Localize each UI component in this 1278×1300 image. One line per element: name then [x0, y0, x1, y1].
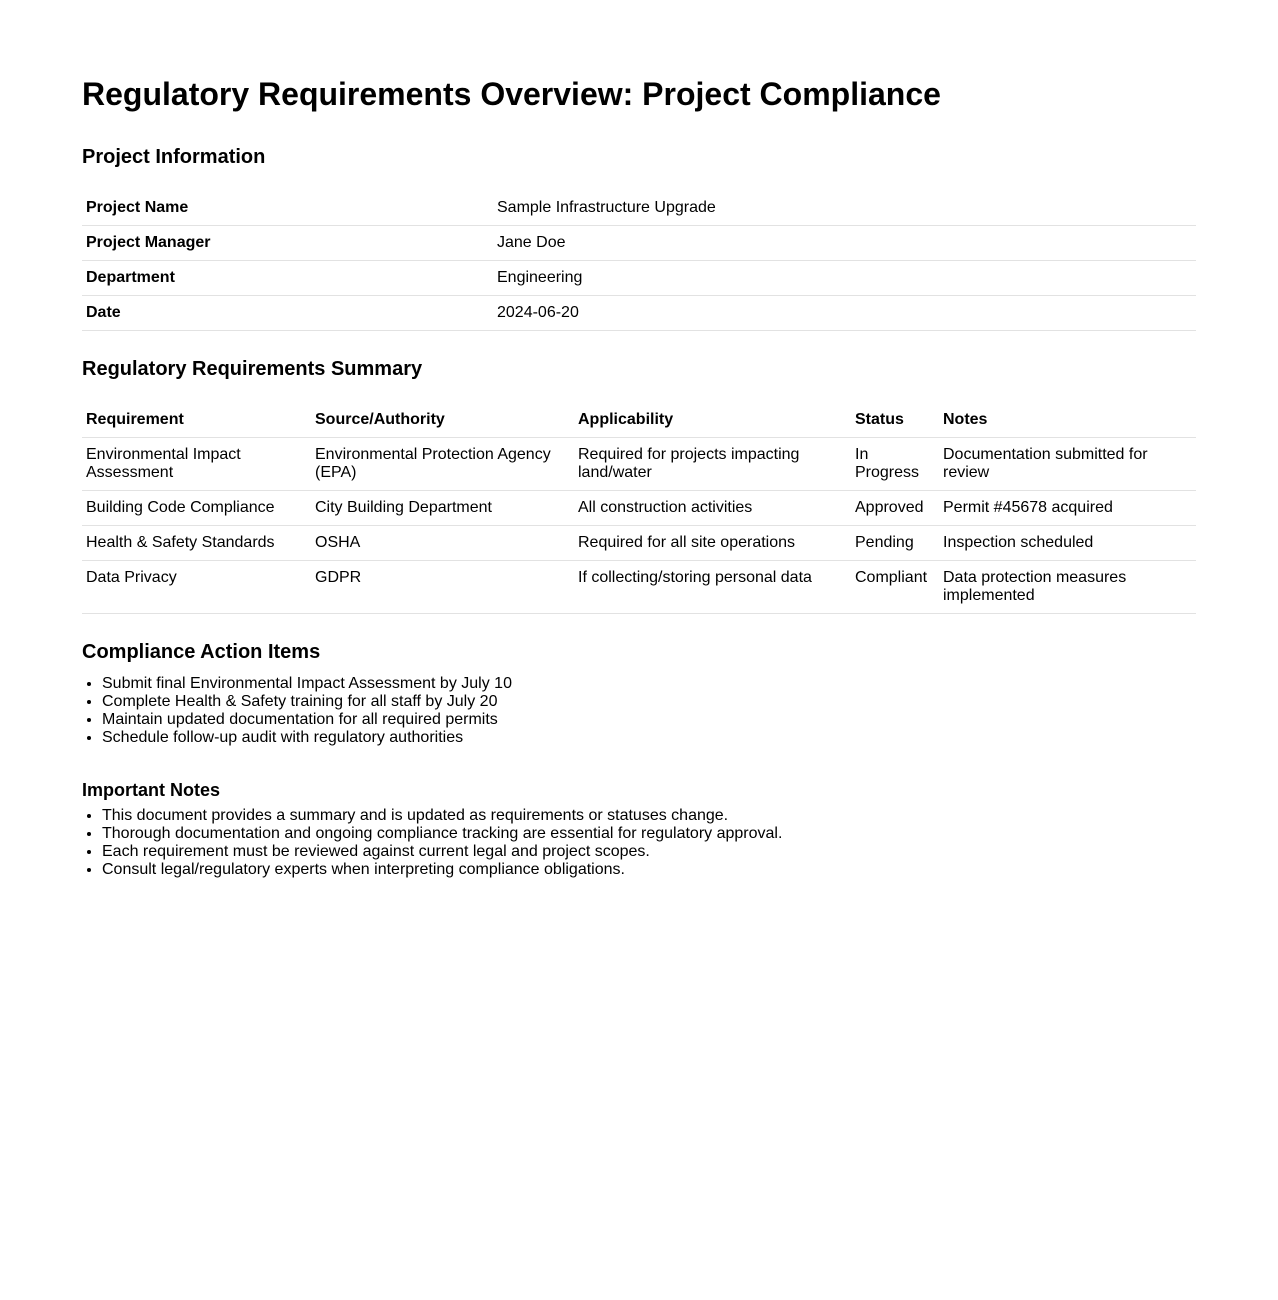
- column-header-notes: Notes: [939, 403, 1196, 438]
- list-item: • Consult legal/regulatory experts when interpreting compliance obligations.: [102, 861, 1196, 879]
- applicability-cell: Required for all site operations: [574, 526, 851, 561]
- table-header-row: [82, 403, 1196, 438]
- requirements-table: [82, 403, 1196, 614]
- info-value: Sample Infrastructure Upgrade: [493, 191, 1196, 226]
- source-cell: OSHA: [311, 526, 574, 561]
- table-row: [82, 191, 1196, 226]
- requirement-cell: Building Code Compliance: [82, 491, 311, 526]
- table-row: [82, 491, 1196, 526]
- list-item: • Submit final Environmental Impact Assessment by July 10: [102, 675, 1196, 693]
- important-notes-heading: Important Notes: [82, 780, 221, 800]
- column-header-status: Status: [851, 403, 939, 438]
- column-header-requirement: Requirement: [82, 403, 311, 438]
- action-items-heading: Compliance Action Items: [82, 641, 321, 663]
- important-notes-section: [82, 779, 1196, 879]
- status-cell: In Progress: [851, 438, 939, 491]
- page-title: Regulatory Requirements Overview: Project Compliance: [82, 76, 941, 112]
- table-row: [82, 438, 1196, 491]
- list-item: • This document provides a summary and is updated as requirements or statuses change.: [102, 807, 1196, 825]
- list-item: • Maintain updated documentation for all required permits: [102, 711, 1196, 729]
- column-header-source: Source/Authority: [311, 403, 574, 438]
- info-key: Department: [82, 261, 493, 296]
- requirements-summary-section: [82, 357, 1196, 614]
- info-value: Engineering: [493, 261, 1196, 296]
- table-row: [82, 526, 1196, 561]
- applicability-cell: Required for projects impacting land/water: [574, 438, 851, 491]
- table-row: [82, 226, 1196, 261]
- requirements-summary-heading: Regulatory Requirements Summary: [82, 358, 423, 380]
- info-value: Jane Doe: [493, 226, 1196, 261]
- important-notes-list: [82, 807, 1196, 879]
- list-item: • Complete Health & Safety training for all staff by July 20: [102, 693, 1196, 711]
- project-info-section: [82, 145, 1196, 331]
- action-items-section: [82, 640, 1196, 747]
- project-info-table: [82, 191, 1196, 331]
- info-key: Project Name: [82, 191, 493, 226]
- info-value: 2024-06-20: [493, 296, 1196, 331]
- info-key: Date: [82, 296, 493, 331]
- source-cell: City Building Department: [311, 491, 574, 526]
- notes-cell: Permit #45678 acquired: [939, 491, 1196, 526]
- requirement-cell: Environmental Impact Assessment: [82, 438, 311, 491]
- column-header-applicability: Applicability: [574, 403, 851, 438]
- list-item: • Schedule follow-up audit with regulatory authorities: [102, 729, 1196, 747]
- applicability-cell: If collecting/storing personal data: [574, 561, 851, 614]
- status-cell: Approved: [851, 491, 939, 526]
- source-cell: GDPR: [311, 561, 574, 614]
- table-row: [82, 261, 1196, 296]
- notes-cell: Documentation submitted for review: [939, 438, 1196, 491]
- source-cell: Environmental Protection Agency (EPA): [311, 438, 574, 491]
- applicability-cell: All construction activities: [574, 491, 851, 526]
- table-row: [82, 561, 1196, 614]
- notes-cell: Data protection measures implemented: [939, 561, 1196, 614]
- action-items-list: [82, 675, 1196, 747]
- table-row: [82, 296, 1196, 331]
- notes-cell: Inspection scheduled: [939, 526, 1196, 561]
- project-info-heading: Project Information: [82, 146, 266, 168]
- requirement-cell: Data Privacy: [82, 561, 311, 614]
- info-key: Project Manager: [82, 226, 493, 261]
- requirement-cell: Health & Safety Standards: [82, 526, 311, 561]
- status-cell: Compliant: [851, 561, 939, 614]
- status-cell: Pending: [851, 526, 939, 561]
- list-item: • Each requirement must be reviewed against current legal and project scopes.: [102, 843, 1196, 861]
- list-item: • Thorough documentation and ongoing compliance tracking are essential for regulatory approval.: [102, 825, 1196, 843]
